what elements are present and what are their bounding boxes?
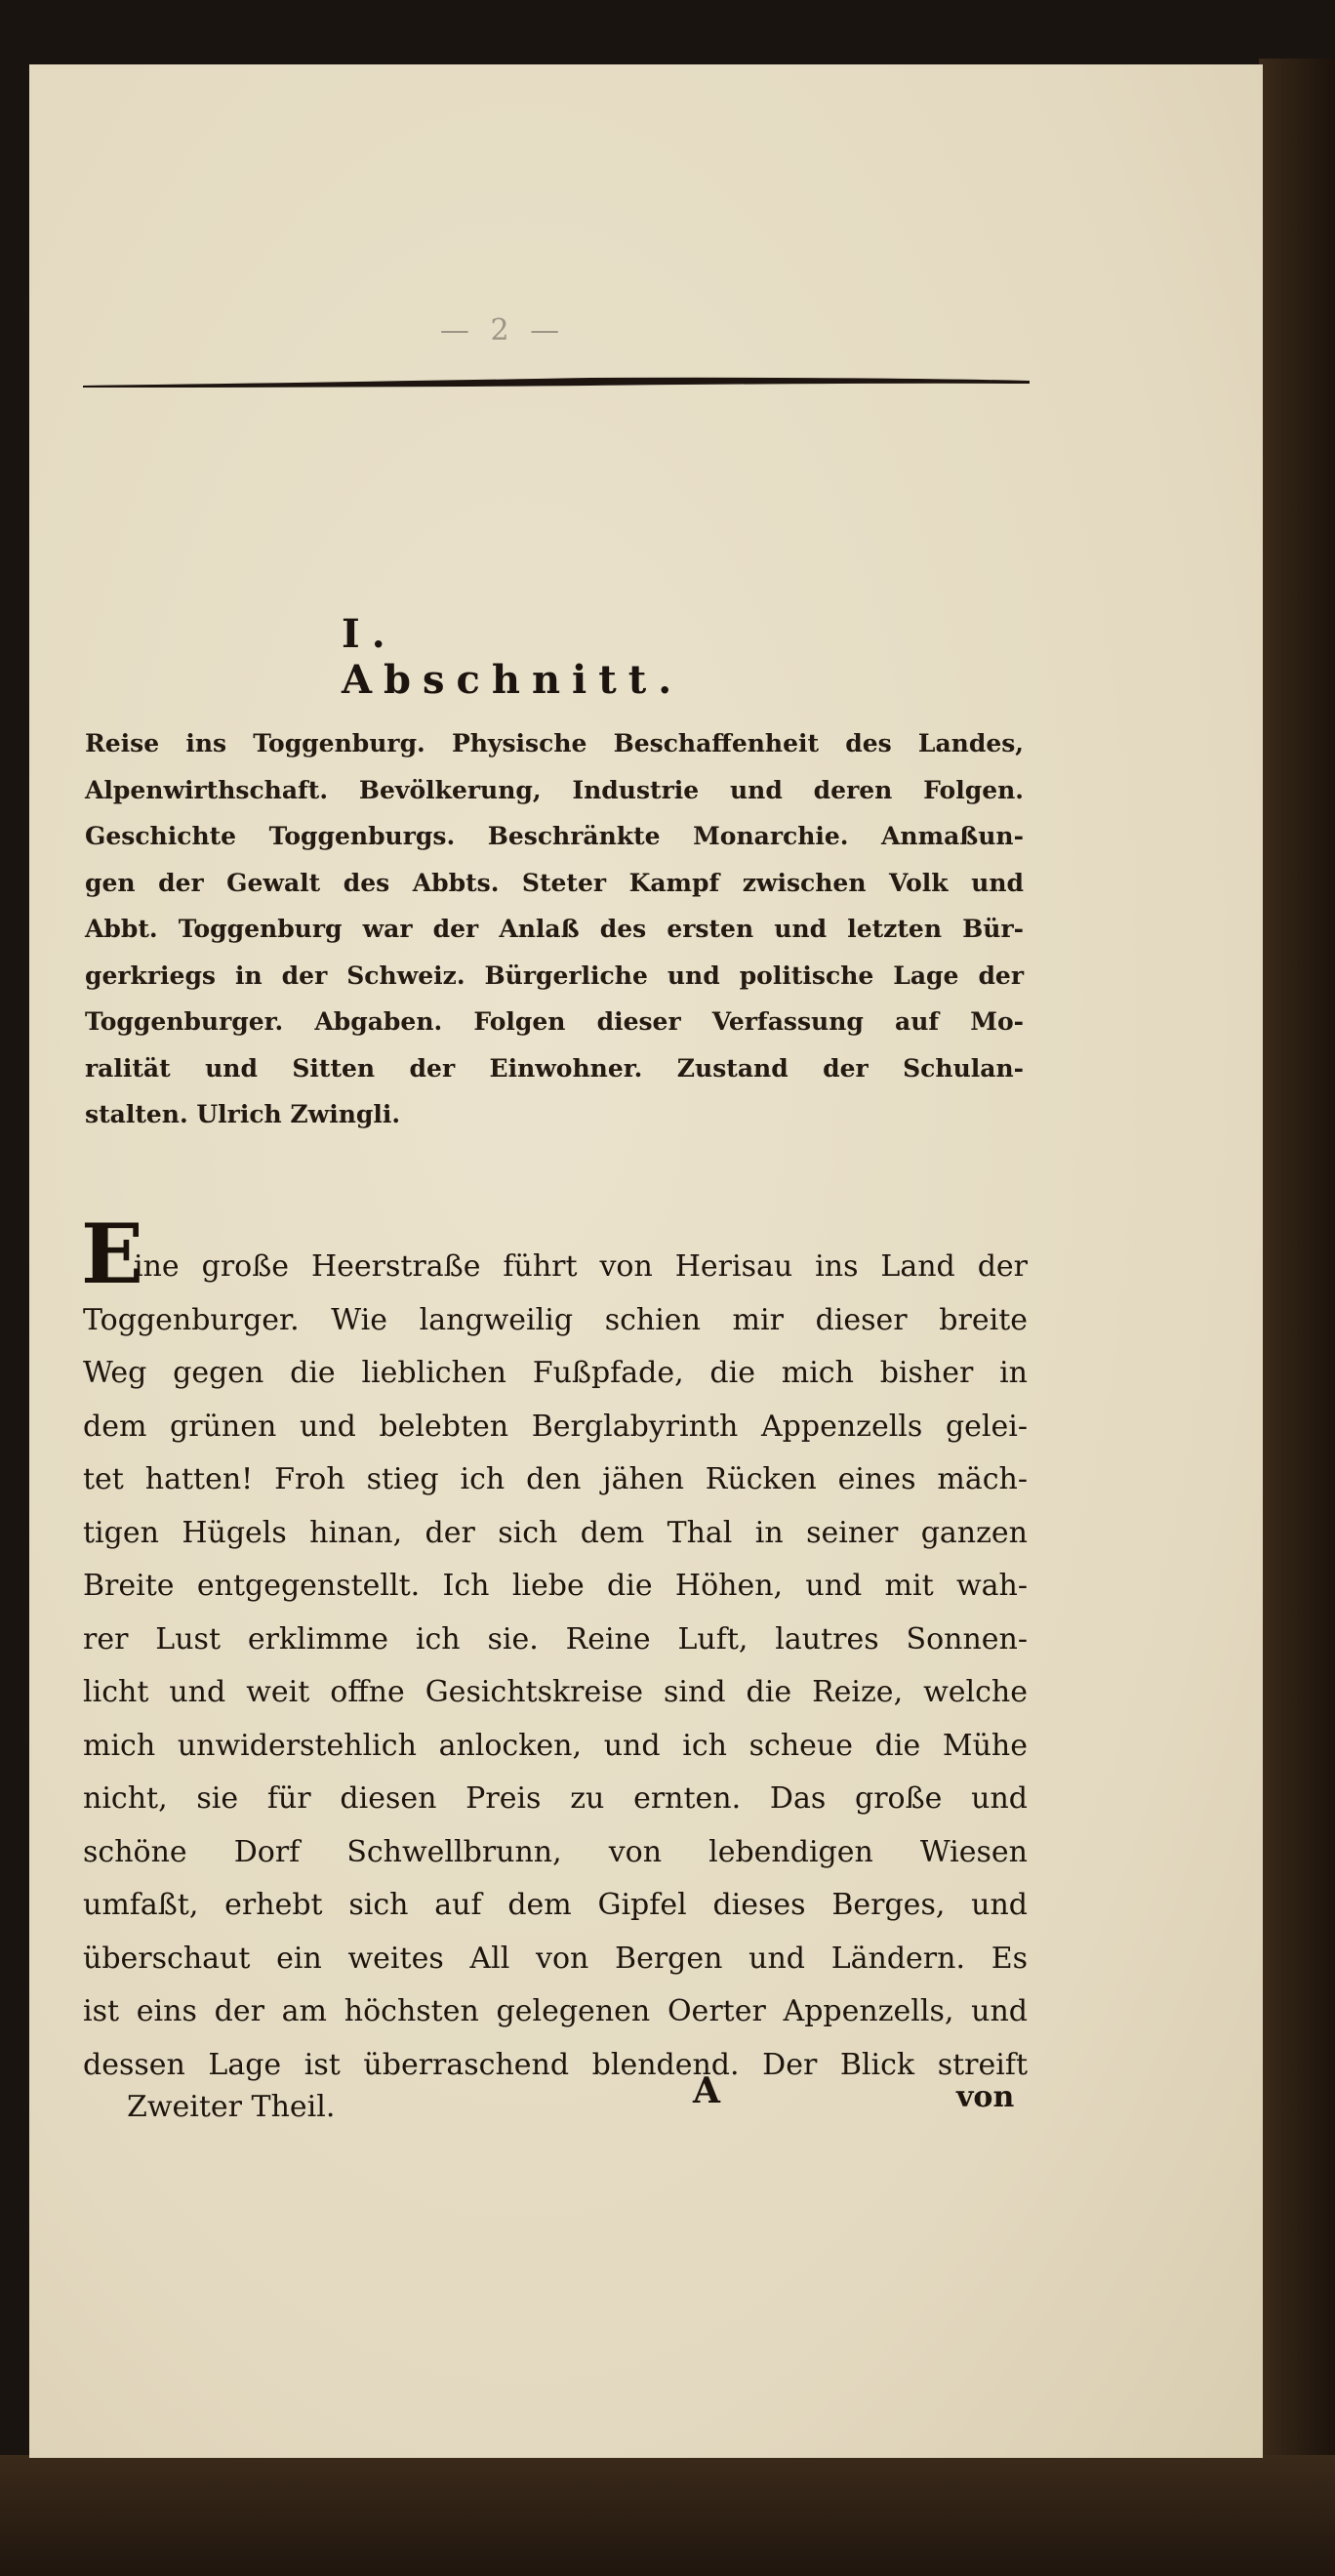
body-line: dem grünen und belebten Berglabyrinth Appenzells gelei-	[83, 1409, 1028, 1444]
body-line: mich unwiderstehlich anlocken, und ich scheue die Mühe	[83, 1728, 1028, 1763]
summary-line: Geschichte Toggenburgs. Beschränkte Monarchie. Anmaßun-	[85, 822, 1024, 850]
body-line: ist eins der am höchsten gelegenen Oerter Appenzells, und	[83, 1994, 1028, 2028]
volume-label: Zweiter Theil.	[127, 2090, 336, 2124]
book-edge	[1259, 59, 1335, 2576]
body-line: tet hatten! Froh stieg ich den jähen Rücken eines mäch-	[83, 1462, 1028, 1496]
summary-line: gerkriegs in der Schweiz. Bürgerliche und politische Lage der	[85, 961, 1024, 990]
summary-line: Reise ins Toggenburg. Physische Beschaffenheit des Landes,	[85, 729, 1024, 757]
body-line: ine große Heerstraße führt von Herisau ins Land der	[134, 1249, 1028, 1284]
drop-cap: E	[81, 1206, 144, 1302]
body-line: umfaßt, erhebt sich auf dem Gipfel dieses Berges, und	[83, 1888, 1028, 1922]
chapter-heading: I. Abschnitt.	[342, 611, 684, 703]
body-line: schöne Dorf Schwellbrunn, von lebendigen Wiesen	[83, 1834, 1028, 1869]
signature-mark: A	[693, 2070, 720, 2111]
body-line: überschaut ein weites All von Bergen und Ländern. Es	[83, 1941, 1028, 1976]
summary-line: Toggenburger. Abgaben. Folgen dieser Verfassung auf Mo-	[85, 1007, 1024, 1036]
catchword: von	[956, 2080, 1015, 2114]
body-line: Weg gegen die lieblichen Fußpfade, die mich bisher in	[83, 1356, 1028, 1390]
body-line: dessen Lage ist überraschend blendend. Der Blick streift	[83, 2047, 1028, 2082]
page-number: — 2 —	[439, 313, 566, 348]
body-line: Toggenburger. Wie langweilig schien mir dieser breite	[83, 1302, 1028, 1337]
chapter-summary	[85, 720, 1024, 1138]
body-line: nicht, sie für diesen Preis zu ernten. Das große und	[83, 1781, 1028, 1816]
body-line: rer Lust erklimme ich sie. Reine Luft, lautres Sonnen-	[83, 1621, 1028, 1656]
body-line: Breite entgegenstellt. Ich liebe die Höhen, und mit wah-	[83, 1569, 1028, 1603]
scan-background	[0, 2455, 1335, 2576]
summary-line: stalten. Ulrich Zwingli.	[85, 1100, 401, 1128]
body-text	[81, 1206, 1028, 2092]
body-line: licht und weit offne Gesichtskreise sind die Reize, welche	[83, 1675, 1028, 1709]
book-page	[29, 64, 1263, 2458]
summary-line: Alpenwirthschaft. Bevölkerung, Industrie und deren Folgen.	[85, 775, 1024, 804]
decorative-rule	[83, 377, 1030, 388]
summary-line: Abbt. Toggenburg war der Anlaß des ersten und letzten Bür-	[85, 915, 1024, 943]
summary-line: ralität und Sitten der Einwohner. Zustand der Schulan-	[85, 1053, 1024, 1083]
summary-line: gen der Gewalt des Abbts. Steter Kampf zwischen Volk und	[85, 868, 1024, 897]
body-line: tigen Hügels hinan, der sich dem Thal in seiner ganzen	[83, 1515, 1028, 1550]
